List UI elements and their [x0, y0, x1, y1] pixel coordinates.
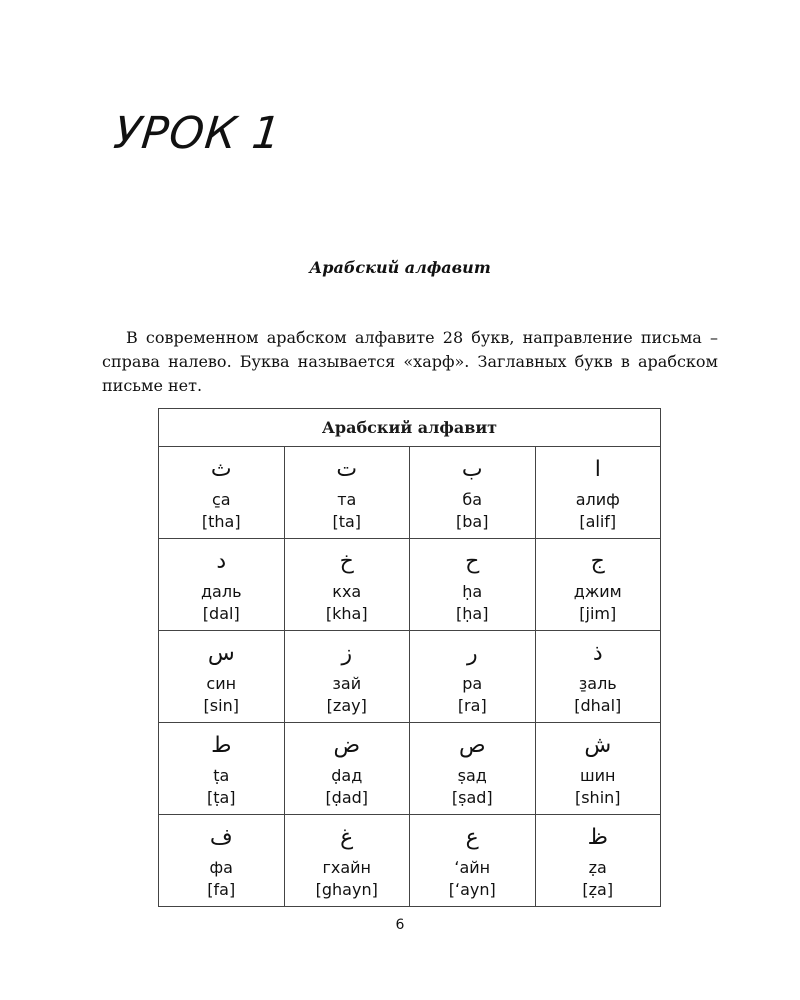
letter-transliteration: [ẓa] — [582, 880, 614, 899]
letter-cell — [284, 631, 410, 723]
letter-transliteration: [ḥa] — [456, 604, 489, 623]
letter-transliteration: [ra] — [457, 696, 487, 715]
arabic-letter: ض — [333, 733, 361, 758]
page-number: 6 — [395, 917, 405, 933]
letter-name: ḍад — [331, 766, 363, 785]
letter-transliteration: [dal] — [202, 604, 240, 623]
letter-cell — [159, 447, 285, 539]
letter-cell — [410, 631, 536, 723]
letter-cell — [284, 447, 410, 539]
letter-transliteration: [ṭa] — [206, 788, 236, 807]
arabic-letter: ذ — [592, 641, 603, 666]
letter-transliteration: [jim] — [579, 604, 617, 623]
letter-transliteration: [ghayn] — [315, 880, 378, 899]
letter-name: з̱аль — [578, 674, 617, 693]
table-row — [159, 723, 661, 815]
arabic-letter: ح — [465, 549, 480, 574]
letter-cell — [410, 723, 536, 815]
letter-transliteration: [zay] — [326, 696, 367, 715]
letter-transliteration: [shin] — [574, 788, 621, 807]
table-row — [159, 815, 661, 907]
letter-name: ḥа — [462, 582, 483, 601]
arabic-letter: ص — [458, 733, 486, 758]
letter-name: джим — [573, 582, 622, 601]
letter-cell — [284, 815, 410, 907]
table-row — [159, 539, 661, 631]
letter-name: ба — [462, 490, 483, 509]
letter-name: шин — [580, 766, 616, 785]
letter-cell — [535, 447, 661, 539]
letter-name: ʻайн — [454, 858, 491, 877]
letter-transliteration: [fa] — [207, 880, 236, 899]
arabic-letter: ت — [336, 457, 358, 482]
arabic-letter: ظ — [587, 825, 608, 850]
arabic-letter: ف — [209, 825, 233, 850]
letter-name: син — [206, 674, 237, 693]
table-header: Арабский алфавит — [159, 409, 661, 447]
table-row — [159, 447, 661, 539]
arabic-letter: ش — [584, 733, 612, 758]
letter-name: алиф — [575, 490, 620, 509]
letter-cell — [284, 539, 410, 631]
intro-paragraph: В современном арабском алфавите 28 букв, направление письма – справа налево. Буква называется «харф». Заглавных букв в арабском письме нет. — [102, 328, 718, 395]
lesson-title: УРОК 1 — [111, 108, 284, 159]
arabic-letter: ث — [210, 457, 232, 482]
letter-name: кха — [332, 582, 362, 601]
letter-transliteration: [ḍad] — [325, 788, 369, 807]
table-row — [159, 631, 661, 723]
letter-transliteration: [tha] — [201, 512, 241, 531]
table-header-row — [159, 409, 661, 447]
arabic-letter: ط — [211, 733, 232, 758]
letter-name: зай — [332, 674, 362, 693]
letter-cell — [535, 539, 661, 631]
letter-name: фа — [209, 858, 233, 877]
letter-cell — [159, 631, 285, 723]
letter-transliteration: [kha] — [325, 604, 368, 623]
arabic-letter: د — [216, 549, 227, 574]
letter-transliteration: [ta] — [332, 512, 362, 531]
letter-name: даль — [200, 582, 242, 601]
letter-name: та — [337, 490, 357, 509]
letter-cell — [159, 539, 285, 631]
arabic-letter: ج — [590, 549, 605, 574]
letter-cell — [535, 631, 661, 723]
letter-cell — [410, 447, 536, 539]
section-heading: Арабский алфавит — [309, 258, 491, 277]
letter-cell — [410, 539, 536, 631]
arabic-letter: ب — [461, 457, 483, 482]
arabic-letter: ع — [465, 825, 479, 850]
letter-transliteration: [ba] — [456, 512, 489, 531]
letter-cell — [159, 815, 285, 907]
arabic-letter: ر — [466, 641, 478, 666]
letter-name: ẓа — [588, 858, 607, 877]
letter-transliteration: [ṣad] — [451, 788, 493, 807]
letter-transliteration: [alif] — [579, 512, 617, 531]
letter-cell — [284, 723, 410, 815]
alphabet-table — [158, 408, 661, 907]
letter-name: ра — [462, 674, 483, 693]
letter-cell — [159, 723, 285, 815]
letter-transliteration: [ʻayn] — [448, 880, 496, 899]
letter-cell — [410, 815, 536, 907]
letter-transliteration: [sin] — [203, 696, 239, 715]
letter-cell — [535, 723, 661, 815]
letter-name: ṣад — [457, 766, 487, 785]
arabic-letter: ا — [594, 457, 601, 482]
letter-name: c̱a — [211, 490, 231, 509]
arabic-letter: ز — [341, 641, 353, 666]
letter-cell — [535, 815, 661, 907]
letter-transliteration: [dhal] — [574, 696, 622, 715]
letter-name: ṭа — [213, 766, 230, 785]
arabic-letter: خ — [339, 549, 354, 574]
letter-name: гхайн — [322, 858, 372, 877]
arabic-letter: س — [207, 641, 235, 666]
arabic-letter: غ — [340, 825, 354, 850]
